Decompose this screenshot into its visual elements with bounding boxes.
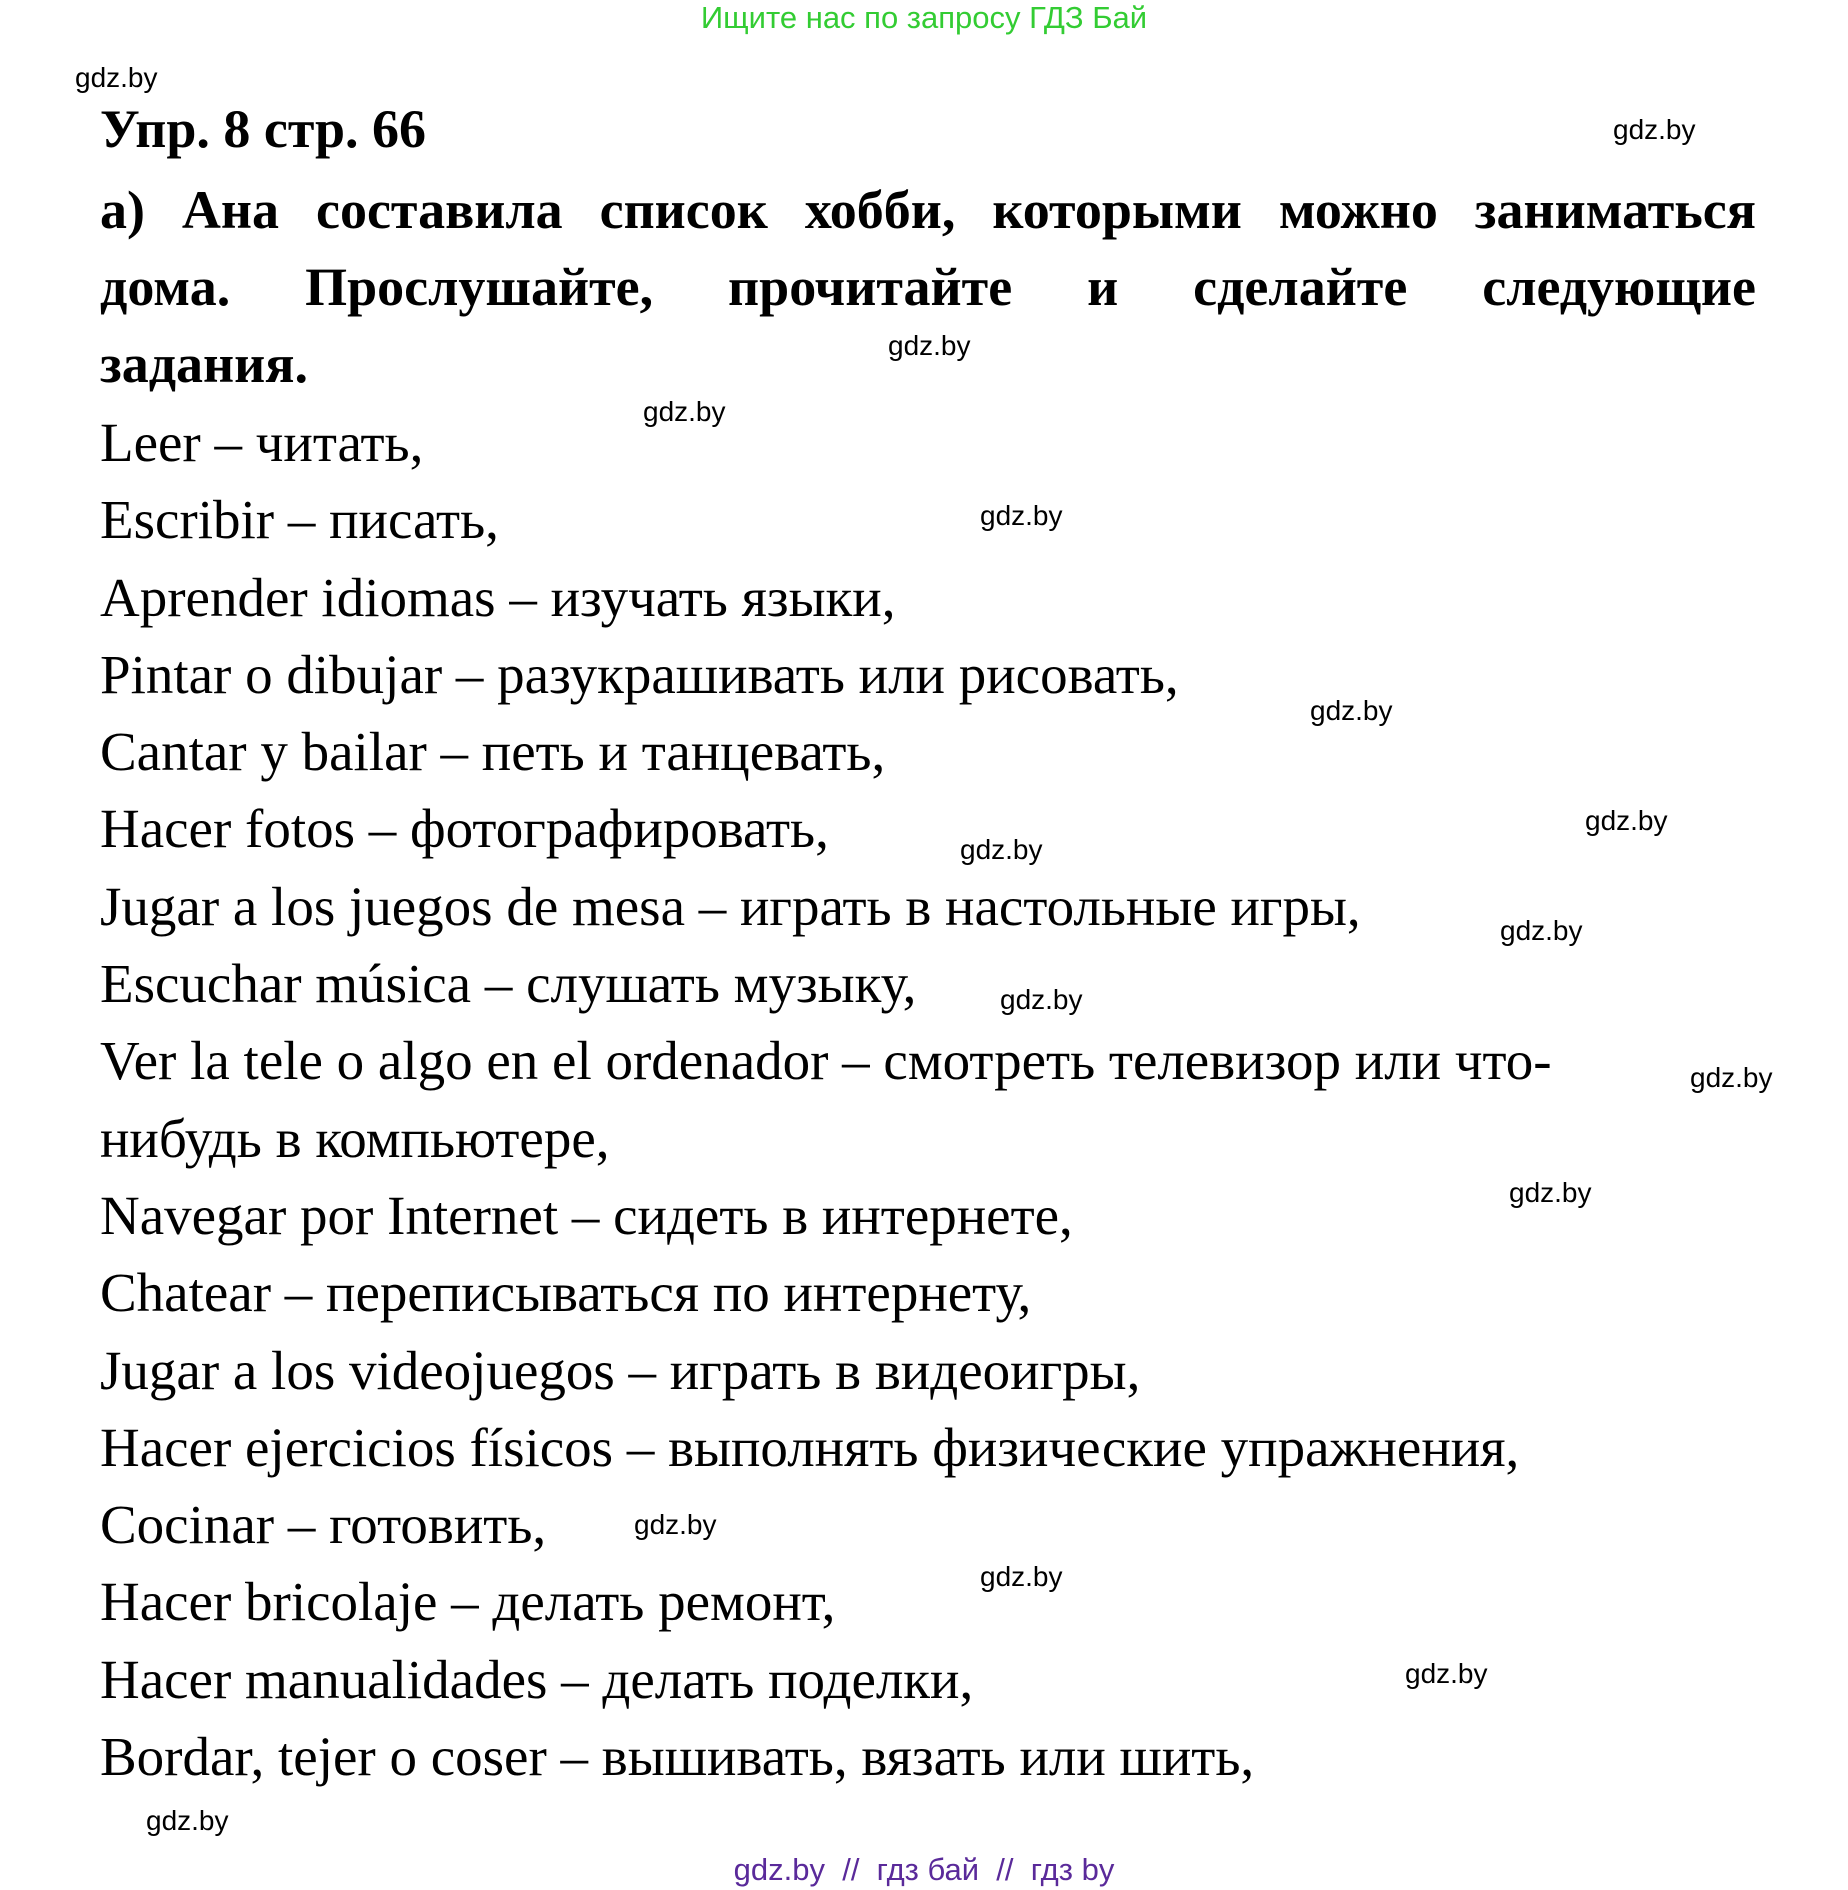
task-line: а) Ана составила список хобби, которыми можно заниматься — [100, 180, 1756, 240]
list-item: Aprender idiomas – изучать языки, — [100, 566, 896, 628]
list-item: Chatear – переписываться по интернету, — [100, 1262, 1032, 1324]
list-item: Bordar, tejer o coser – вышивать, вязать или шить, — [100, 1726, 1255, 1788]
list-item: Jugar a los juegos de mesa – играть в настольные игры, — [100, 875, 1361, 937]
hobby-list — [100, 404, 1552, 1795]
watermark: gdz.by — [634, 1509, 717, 1540]
list-item: нибудь в компьютере, — [100, 1107, 610, 1169]
watermark: gdz.by — [1509, 1177, 1592, 1208]
task-description — [100, 172, 1756, 403]
watermark: gdz.by — [1310, 695, 1393, 726]
task-line: задания. — [100, 334, 308, 394]
list-item: Escribir – писать, — [100, 489, 499, 551]
watermark: gdz.by — [888, 330, 971, 361]
list-item: Hacer fotos – фотографировать, — [100, 798, 829, 860]
watermark: gdz.by — [146, 1805, 229, 1836]
task-line: дома. Прослушайте, прочитайте и сделайте следующие — [100, 257, 1756, 317]
watermark: gdz.by — [1613, 114, 1696, 145]
watermark: gdz.by — [980, 500, 1063, 531]
footer-links[interactable]: gdz.by // гдз бай // гдз by — [733, 1852, 1115, 1887]
top-banner[interactable]: Ищите нас по запросу ГДЗ Бай — [700, 0, 1148, 35]
watermark: gdz.by — [960, 834, 1043, 865]
exercise-title: Упр. 8 стр. 66 — [100, 99, 427, 159]
list-item: Ver la tele o algo en el ordenador – смотреть телевизор или что- — [100, 1030, 1552, 1092]
watermark: gdz.by — [1500, 915, 1583, 946]
list-item: Cocinar – готовить, — [100, 1494, 547, 1556]
list-item: Hacer manualidades – делать поделки, — [100, 1648, 974, 1710]
list-item: Jugar a los videojuegos – играть в видеоигры, — [100, 1339, 1141, 1401]
watermark: gdz.by — [643, 396, 726, 427]
list-item: Leer – читать, — [100, 412, 424, 473]
list-item: Navegar por Internet – сидеть в интернете, — [100, 1184, 1073, 1246]
list-item: Escuchar música – слушать музыку, — [100, 953, 917, 1015]
list-item: Cantar y bailar – петь и танцевать, — [100, 721, 886, 783]
list-item: Pintar o dibujar – разукрашивать или рисовать, — [100, 643, 1179, 705]
watermark: gdz.by — [1405, 1658, 1488, 1689]
list-item: Hacer ejercicios físicos – выполнять физические упражнения, — [100, 1416, 1520, 1478]
watermark: gdz.by — [1000, 984, 1083, 1015]
watermark: gdz.by — [980, 1561, 1063, 1592]
list-item: Hacer bricolaje – делать ремонт, — [100, 1571, 836, 1633]
watermark: gdz.by — [1585, 805, 1668, 836]
watermark: gdz.by — [75, 62, 158, 93]
watermark: gdz.by — [1690, 1062, 1773, 1093]
